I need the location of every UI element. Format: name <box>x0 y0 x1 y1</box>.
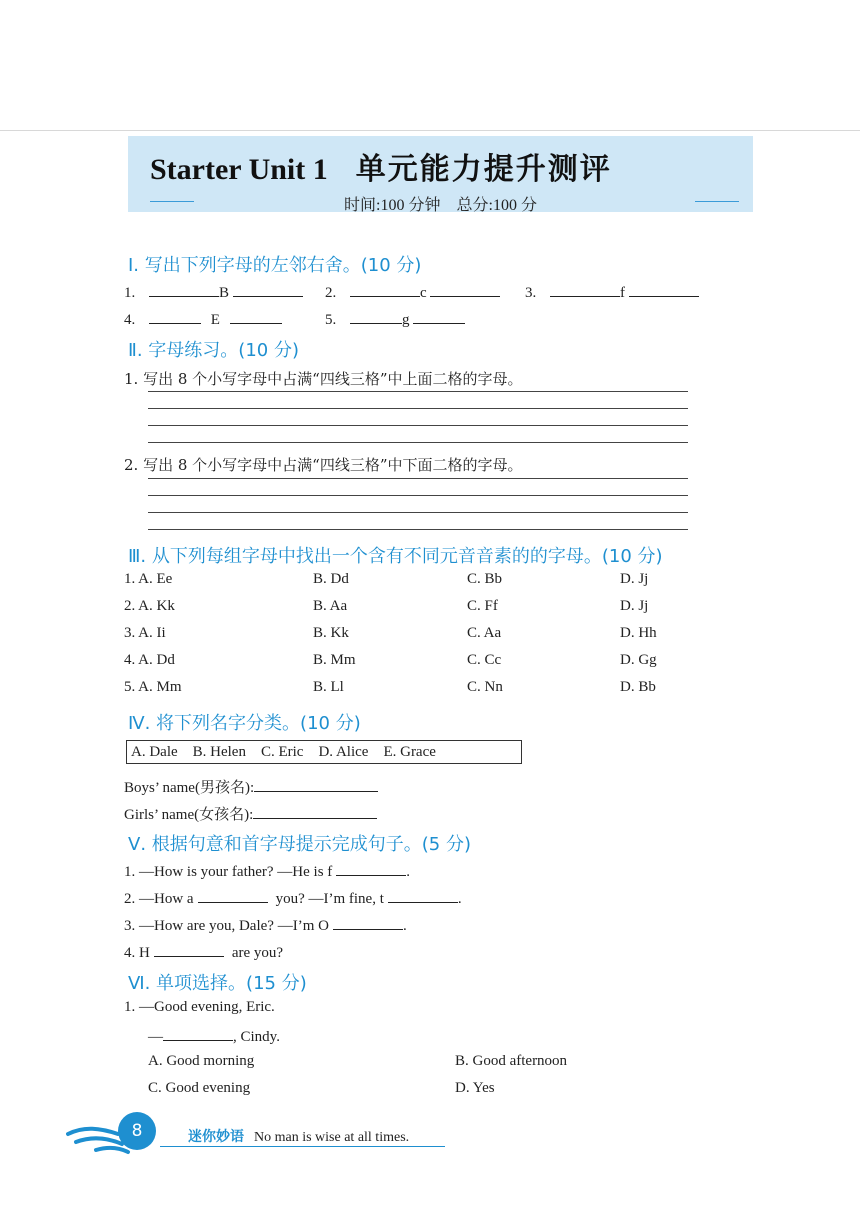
top-divider <box>0 130 860 131</box>
s1-q5-num: 5. <box>325 312 337 328</box>
s6-q1-tail: , Cindy. <box>233 1029 280 1045</box>
s3-q2-option-a: 2. A. Kk <box>124 598 175 614</box>
s2-q2: 2. 写出 8 个小写字母中占满“四线三格”中下面二格的字母。 <box>124 456 523 474</box>
s1-q1-num: 1. <box>124 285 136 301</box>
s1-q4-blank-left[interactable] <box>149 309 201 324</box>
writing-line <box>148 529 688 530</box>
option-a[interactable]: A. Good morning <box>148 1053 255 1069</box>
s1-row-2b <box>325 309 465 329</box>
s5-q4-blank[interactable] <box>154 942 224 957</box>
section-5-title: Ⅴ. 根据句意和首字母提示完成句子。(5 分) <box>128 834 471 855</box>
time-score-info: 时间:100 分钟 总分:100 分 <box>344 197 537 214</box>
s3-q4-option-c[interactable]: C. Cc <box>467 652 502 668</box>
s5-q2-text-b: you? —I’m fine, t <box>275 891 384 907</box>
section-4-title: Ⅳ. 将下列名字分类。(10 分) <box>128 713 361 734</box>
dash: — <box>148 1029 163 1045</box>
s1-q2-blank-right[interactable] <box>430 282 500 297</box>
footer-quote <box>188 1126 409 1146</box>
section-3-title: Ⅲ. 从下列每组字母中找出一个含有不同元音音素的的字母。(10 分) <box>128 546 663 567</box>
period: . <box>457 891 462 907</box>
s1-q5-blank-right[interactable] <box>413 309 465 324</box>
s3-q1-option-b[interactable]: B. Dd <box>313 571 349 587</box>
section-1-title: Ⅰ. 写出下列字母的左邻右舍。(10 分) <box>128 255 422 276</box>
s1-q2-letter: c <box>420 285 427 301</box>
girls-name-label: Girls’ name(女孩名): <box>124 807 254 823</box>
s1-q3-blank-right[interactable] <box>629 282 699 297</box>
s3-q5-option-a: 5. A. Mm <box>124 679 182 695</box>
girls-name-blank[interactable] <box>253 804 377 819</box>
period: . <box>406 864 411 880</box>
s5-q4-text-a: 4. H <box>124 945 150 961</box>
boys-name-row <box>124 776 378 797</box>
s1-q1-letter: B <box>219 285 230 301</box>
s1-q5-letter: g <box>402 312 410 328</box>
footer-underline <box>160 1146 445 1147</box>
s3-q1-option-c[interactable]: C. Bb <box>467 571 503 587</box>
boys-name-label: Boys’ name(男孩名): <box>124 780 255 796</box>
title-chinese: 单元能力提升测评 <box>355 152 612 187</box>
s5-q4 <box>124 942 283 962</box>
s1-q1-blank-right[interactable] <box>233 282 303 297</box>
s5-q3 <box>124 915 407 935</box>
s3-q5-option-d[interactable]: D. Bb <box>620 679 656 695</box>
s3-q2-option-c[interactable]: C. Ff <box>467 598 498 614</box>
s1-q3-num: 3. <box>525 285 537 301</box>
s3-q5-option-b[interactable]: B. Ll <box>313 679 344 695</box>
s1-q1-blank-left[interactable] <box>149 282 219 297</box>
boys-name-blank[interactable] <box>254 777 378 792</box>
s5-q2-blank-2[interactable] <box>388 888 458 903</box>
s5-q2 <box>124 888 462 908</box>
option-b[interactable]: B. Good afternoon <box>455 1053 568 1069</box>
name-options-box: A. Dale B. Helen C. Eric D. Alice E. Grace <box>126 740 522 764</box>
s3-q4-option-b[interactable]: B. Mm <box>313 652 356 668</box>
s2-q1: 1. 写出 8 个小写字母中占满“四线三格”中上面二格的字母。 <box>124 370 523 388</box>
writing-line <box>148 478 688 479</box>
section-2-title: Ⅱ. 字母练习。(10 分) <box>128 340 299 361</box>
s3-q1-option-d[interactable]: D. Jj <box>620 571 649 587</box>
option-c[interactable]: C. Good evening <box>148 1080 251 1096</box>
s3-q3-option-c[interactable]: C. Aa <box>467 625 502 641</box>
s3-q2-option-d[interactable]: D. Jj <box>620 598 649 614</box>
s6-q1-blank[interactable] <box>163 1026 233 1041</box>
s1-q4-num: 4. <box>124 312 136 328</box>
section-6-title: Ⅵ. 单项选择。(15 分) <box>128 973 307 994</box>
s5-q1 <box>124 861 410 881</box>
footer-label: 迷你妙语 <box>188 1129 244 1145</box>
s3-q4-option-d[interactable]: D. Gg <box>620 652 657 668</box>
s1-q4-blank-right[interactable] <box>230 309 282 324</box>
s1-row-1c <box>525 282 699 302</box>
s3-q2-option-b[interactable]: B. Aa <box>313 598 348 614</box>
s5-q4-text-b: are you? <box>231 945 284 961</box>
s5-q1-blank[interactable] <box>336 861 406 876</box>
s1-row-1 <box>124 282 303 302</box>
s1-q4-letter: E <box>210 312 220 328</box>
writing-line <box>148 391 688 392</box>
s5-q2-blank-1[interactable] <box>198 888 268 903</box>
s1-row-1b <box>325 282 500 302</box>
writing-line <box>148 442 688 443</box>
s5-q3-text: 3. —How are you, Dale? —I’m O <box>124 918 329 934</box>
s1-q2-blank-left[interactable] <box>350 282 420 297</box>
s5-q3-blank[interactable] <box>333 915 403 930</box>
s1-q2-num: 2. <box>325 285 337 301</box>
girls-name-row <box>124 803 377 824</box>
page-number: 8 <box>118 1112 156 1150</box>
s3-q5-option-c[interactable]: C. Nn <box>467 679 503 695</box>
s1-q3-blank-left[interactable] <box>550 282 620 297</box>
writing-line <box>148 408 688 409</box>
s3-q3-option-d[interactable]: D. Hh <box>620 625 657 641</box>
period: . <box>402 918 407 934</box>
quote-text: No man is wise at all times. <box>254 1130 410 1145</box>
s3-q3-option-a: 3. A. Ii <box>124 625 166 641</box>
s1-q3-letter: f <box>620 285 625 301</box>
s6-q1-response <box>148 1026 280 1046</box>
s3-q1-option-a: 1. A. Ee <box>124 571 173 587</box>
title-english: Starter Unit 1 <box>150 153 328 186</box>
writing-line <box>148 425 688 426</box>
option-d[interactable]: D. Yes <box>455 1080 495 1096</box>
s1-row-2 <box>124 309 282 329</box>
writing-line <box>148 495 688 496</box>
title-banner <box>128 136 753 212</box>
s5-q1-text: 1. —How is your father? —He is f <box>124 864 333 880</box>
s3-q3-option-b[interactable]: B. Kk <box>313 625 349 641</box>
s3-q4-option-a: 4. A. Dd <box>124 652 175 668</box>
writing-line <box>148 512 688 513</box>
s5-q2-text-a: 2. —How a <box>124 891 194 907</box>
page-title <box>150 144 612 188</box>
s1-q5-blank-left[interactable] <box>350 309 402 324</box>
s6-q1: 1. —Good evening, Eric. <box>124 999 275 1015</box>
